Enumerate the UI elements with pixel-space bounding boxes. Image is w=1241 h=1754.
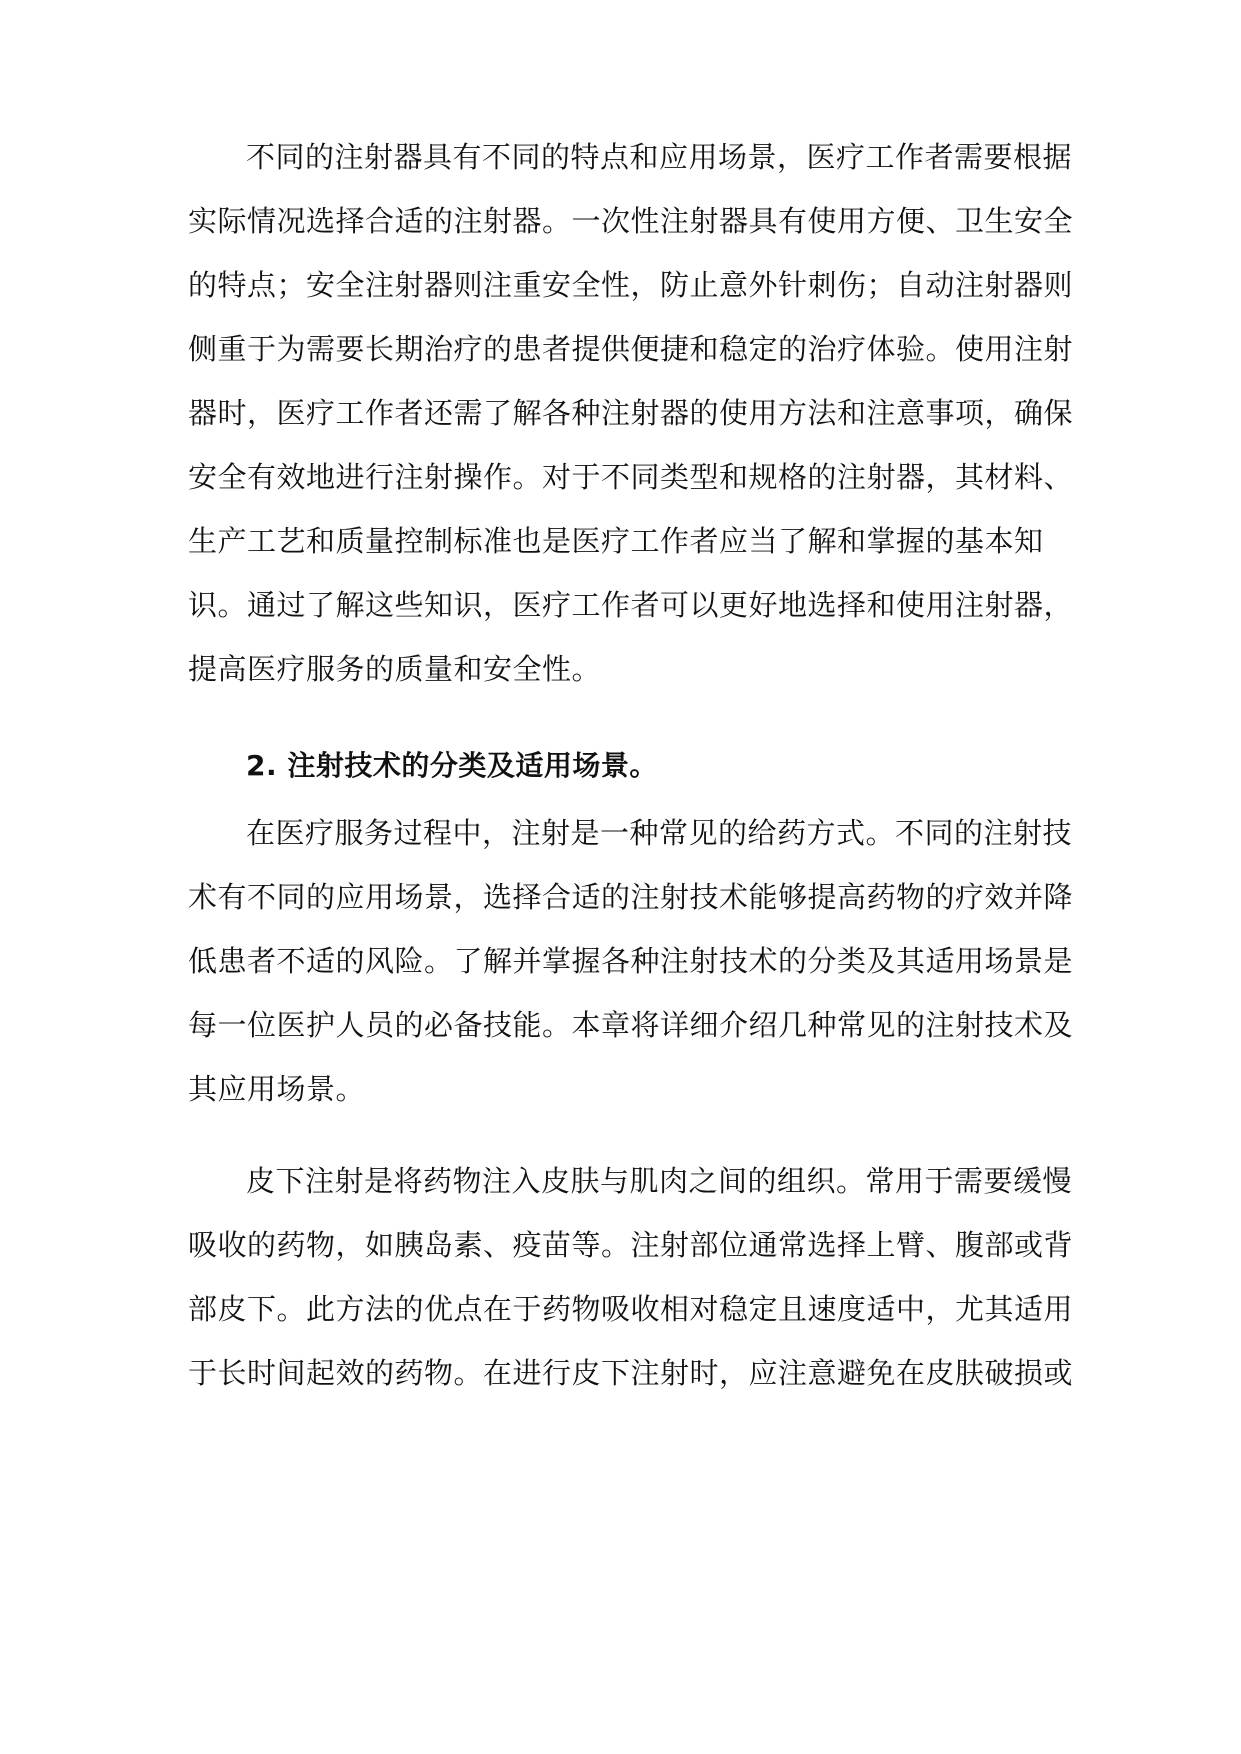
paragraph-2-line-5: 其应用场景。	[188, 1072, 366, 1106]
paragraph-2-line-2: 术有不同的应用场景，选择合适的注射技术能够提高药物的疗效并降	[188, 880, 1074, 914]
paragraph-1-line-5: 器时，医疗工作者还需了解各种注射器的使用方法和注意事项，确保	[188, 396, 1074, 430]
paragraph-3-line-1: 皮下注射是将药物注入皮肤与肌肉之间的组织。常用于需要缓慢	[246, 1164, 1073, 1198]
paragraph-2-line-1: 在医疗服务过程中，注射是一种常见的给药方式。不同的注射技	[246, 816, 1073, 850]
paragraph-3-line-2: 吸收的药物，如胰岛素、疫苗等。注射部位通常选择上臂、腹部或背	[188, 1228, 1074, 1262]
paragraph-1-line-2: 实际情况选择合适的注射器。一次性注射器具有使用方便、卫生安全	[188, 204, 1074, 238]
paragraph-1-line-4: 侧重于为需要长期治疗的患者提供便捷和稳定的治疗体验。使用注射	[188, 332, 1074, 366]
paragraph-1-line-7: 生产工艺和质量控制标准也是医疗工作者应当了解和掌握的基本知	[188, 524, 1044, 558]
paragraph-1-line-8: 识。通过了解这些知识，医疗工作者可以更好地选择和使用注射器，	[188, 588, 1074, 622]
paragraph-1-line-3: 的特点；安全注射器则注重安全性，防止意外针刺伤；自动注射器则	[188, 268, 1074, 302]
paragraph-1-line-9: 提高医疗服务的质量和安全性。	[188, 652, 602, 686]
section-heading: 2. 注射技术的分类及适用场景。	[246, 749, 658, 782]
paragraph-2-line-4: 每一位医护人员的必备技能。本章将详细介绍几种常见的注射技术及	[188, 1008, 1074, 1042]
paragraph-2-line-3: 低患者不适的风险。了解并掌握各种注射技术的分类及其适用场景是	[188, 944, 1074, 978]
paragraph-1-line-6: 安全有效地进行注射操作。对于不同类型和规格的注射器，其材料、	[188, 460, 1074, 494]
paragraph-3-line-4: 于长时间起效的药物。在进行皮下注射时，应注意避免在皮肤破损或	[188, 1356, 1074, 1390]
paragraph-3-line-3: 部皮下。此方法的优点在于药物吸收相对稳定且速度适中，尤其适用	[188, 1292, 1074, 1326]
paragraph-1-line-1: 不同的注射器具有不同的特点和应用场景，医疗工作者需要根据	[246, 140, 1073, 174]
